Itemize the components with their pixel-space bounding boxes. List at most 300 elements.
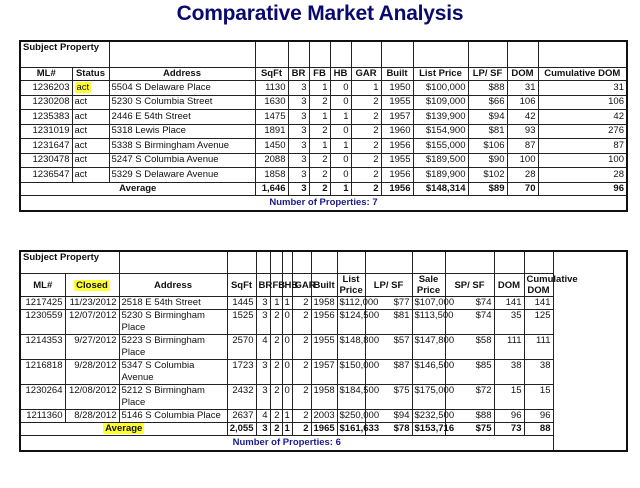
cell-fb [309,110,330,125]
cell-list-price [337,310,380,335]
cell-value: 1217425 [25,297,63,308]
cell-value: 2570 [232,335,254,346]
cell-value: 96 [539,410,551,421]
cell-sqft [255,81,288,96]
cell-value: 9/27/2012 [74,335,117,346]
empty-cell [468,41,507,68]
cell-sqft [227,360,256,385]
column-header-label: Cumulative DOM [526,274,578,296]
table-row [20,310,627,335]
cell-value: 1956 [313,310,335,321]
average-value [494,423,524,436]
cell-gar [292,410,311,423]
header-row [20,68,627,81]
cell-cumulative-dom [538,124,627,139]
cell-status [72,110,109,125]
cell-value: 3 [301,139,307,151]
cell-sqft [255,153,288,168]
empty-cell [524,251,553,274]
cell-fb [309,95,330,110]
cell-value: $250,000 [339,410,380,421]
cell-value: 1445 [232,297,254,308]
cell-value: 1130 [265,81,286,93]
column-header [256,274,273,297]
average-value-text: 2 [274,423,280,434]
cell-sqft [227,385,256,410]
cell-closed [65,297,119,310]
average-label: Average [119,182,157,194]
cell-ml [20,95,72,110]
cell-ml [20,385,65,410]
cell-value: 8/28/2012 [74,410,117,421]
cell-br [256,297,270,310]
average-row [20,423,627,436]
cell-value: 111 [536,335,551,346]
cell-hb [330,124,351,139]
cell-hb [330,168,351,183]
cell-value: 1231647 [32,139,70,151]
cell-value: $148,800 [339,335,380,346]
cell-lp-sf [468,110,507,125]
cell-fb [309,124,330,139]
column-header [20,274,65,297]
cell-cumulative-dom [524,297,553,310]
cell-value: 1230559 [25,310,63,321]
cell-address [109,81,255,96]
cell-value: act [74,168,88,180]
cell-value: 3 [262,297,268,308]
cell-sqft [255,110,288,125]
empty-cell [292,251,311,274]
column-header [381,68,413,81]
column-header [337,274,365,297]
number-of-properties: Number of Properties: 6 [20,436,553,452]
empty-cell [412,251,445,274]
table-row [20,335,627,360]
cell-value: 3 [301,96,307,108]
cell-status [72,81,109,96]
cell-value: 3 [262,310,268,321]
table-row [20,168,627,183]
cell-value: $139,900 [425,110,466,122]
cell-value: 9/28/2012 [74,360,117,371]
cell-lp-sf [468,153,507,168]
column-header-label: Address [162,68,201,79]
cell-cumulative-dom [524,360,553,385]
cell-cumulative-dom [524,335,553,360]
column-header [445,274,494,297]
cell-built [311,360,337,385]
empty-cell [227,251,256,274]
cell-fb [270,297,282,310]
cell-value: $74 [475,297,492,308]
cell-dom [494,360,524,385]
cell-value: 106 [608,96,624,108]
cell-br [256,310,270,335]
cell-value: 5247 S Columbia Avenue [111,154,219,166]
cell-value: 93 [524,125,536,137]
column-header [65,274,119,297]
column-header [270,274,286,297]
cell-value: 42 [613,110,624,122]
cell-fb [270,385,282,410]
cell-value: 0 [284,360,290,371]
cell-value: 28 [613,168,624,180]
cell-value: 11/23/2012 [69,297,117,308]
cell-value: 2 [373,168,379,180]
average-label-cell [20,182,255,195]
cell-value: $102 [483,168,505,180]
cell-value: 5146 S Columbia Place [121,410,221,421]
cell-value: $74 [475,310,492,321]
average-value [256,423,270,436]
cell-value: 2 [322,125,328,137]
cell-value: 106 [519,96,536,108]
cell-value: 2 [274,310,280,321]
cell-value: 3 [262,385,268,396]
cell-value: $88 [475,410,492,421]
cell-value: 87 [524,139,536,151]
cell-value: 1525 [232,310,254,321]
cell-status [72,95,109,110]
cell-built [311,297,337,310]
cell-value: 1230208 [32,96,70,108]
cell-value: 2 [373,96,379,108]
column-header [494,274,524,297]
cell-fb [309,153,330,168]
cell-value: act [74,96,88,108]
cell-lp-sf [468,124,507,139]
empty-cell [445,251,494,274]
cell-list-price [337,410,380,423]
cell-value: 5223 S Birmingham Place [121,335,205,358]
cell-value: 1236203 [32,81,70,93]
column-header-label: DOM [497,279,521,291]
cell-fb [309,81,330,96]
cell-value: 1955 [313,335,335,346]
average-value-text: $78 [393,423,410,434]
table-row [20,124,627,139]
cell-built [381,153,413,168]
column-header-label: GAR [294,279,316,291]
cell-value: 2 [303,360,309,371]
column-header-label: Address [153,279,192,291]
cell-hb [282,335,292,360]
cell-value: $77 [393,297,410,308]
cell-address [119,410,227,423]
cell-value: $154,900 [425,125,466,137]
cell-value: 5338 S Birmingham Avenue [111,139,230,151]
cell-value: 1 [373,81,379,93]
column-header-label: DOM [511,68,534,79]
cell-built [381,124,413,139]
average-value [538,182,627,195]
cell-value: 15 [539,385,551,396]
column-header [292,274,316,297]
cell-br [288,110,309,125]
cell-fb [270,360,282,385]
cell-value: $112,000 [339,297,379,308]
column-header-label: FB [313,68,326,79]
column-header-label: List Price [339,274,363,296]
cell-value: 5504 S Delaware Place [111,81,211,93]
average-row [20,182,627,195]
cell-cumulative-dom [538,81,627,96]
cell-value: 141 [534,297,551,308]
cell-sqft [255,139,288,154]
column-header [311,274,337,297]
column-header-label: HB [284,279,299,291]
column-header [288,68,309,81]
cell-status [72,168,109,183]
cell-value: 0 [284,385,290,396]
cell-ml [20,410,65,423]
cell-value: 12/07/2012 [68,310,117,321]
cell-ml [20,168,72,183]
cell-lp-sf [468,168,507,183]
cell-dom [494,385,524,410]
average-label-cell [20,423,227,436]
cell-value: 2446 E 54th Street [111,110,191,122]
cell-value: 31 [613,81,624,93]
page-title: Comparative Market Analysis [176,2,464,25]
cell-sale-price [412,335,455,360]
cell-value: 0 [343,81,349,93]
cell-sqft [227,297,256,310]
cell-value: 1955 [389,154,411,166]
cell-address [119,310,227,335]
cell-value: 0 [343,96,349,108]
cell-ml [20,139,72,154]
cell-value: 5347 S Columbia Avenue [121,360,195,383]
table-row [20,139,627,154]
average-value [330,182,351,195]
column-header-label: Closed [76,279,108,291]
column-header-label: Built [313,279,335,291]
cell-hb [330,153,351,168]
column-header [412,274,445,297]
cell-value: 2 [322,168,328,180]
average-value-text: 3 [301,182,307,194]
column-header-label: Status [75,68,106,79]
cell-value: 5230 S Columbia Street [111,96,213,108]
cell-value: $66 [488,96,505,108]
column-header [365,274,412,297]
cell-value: 12/08/2012 [68,385,117,396]
cell-gar [351,81,381,96]
cell-hb [330,95,351,110]
cell-value: 4 [262,410,268,421]
cell-fb [270,310,282,335]
cell-value: $189,500 [425,154,466,166]
column-header [507,68,538,81]
average-value-text: 70 [524,182,536,194]
column-header-label: BR [258,279,273,291]
average-value-text: 2 [322,182,328,194]
cell-sale-price [412,297,455,310]
average-value-text: $153,716 [414,423,455,434]
average-value-text: 2,055 [229,423,254,434]
cell-address [109,153,255,168]
cell-value: 0 [343,168,349,180]
cell-value: 1630 [264,96,286,108]
cell-value: act [74,125,88,137]
column-header [72,68,109,81]
cell-br [256,335,270,360]
column-header-label: SP/ SF [454,279,485,291]
cell-value: 1 [284,297,290,308]
cell-ml [20,310,65,335]
cell-list-price [337,335,380,360]
cell-cumulative-dom [538,110,627,125]
cell-value: 2 [274,335,280,346]
cell-status [72,139,109,154]
cell-value: act [76,81,90,93]
cell-hb [282,310,292,335]
cell-sale-price [412,310,454,335]
table-row [20,81,627,96]
average-value-text: 3 [262,423,268,434]
cell-br [288,95,309,110]
cell-value: 1 [322,139,328,151]
cell-built [311,410,337,423]
cell-lp-sf [468,95,507,110]
column-header [524,274,578,297]
cell-value: 1956 [389,168,411,180]
cell-value: 1 [322,81,328,93]
cell-gar [351,95,381,110]
cell-value: $81 [488,125,505,137]
cell-hb [330,81,351,96]
table-row [20,385,627,410]
empty-cell [255,41,288,68]
cell-fb [270,410,282,423]
number-of-properties: Number of Properties: 7 [20,195,627,211]
cell-value: 2 [274,385,280,396]
cell-status [72,153,109,168]
cell-value: 1723 [232,360,254,371]
cell-br [288,81,309,96]
closed-sales-table [19,250,628,452]
cell-gar [292,297,311,310]
cell-br [288,139,309,154]
cell-hb [282,385,292,410]
cell-address [119,297,227,310]
cell-closed [65,310,119,335]
column-header [119,274,227,297]
cell-value: 28 [524,168,536,180]
empty-cell [494,251,524,274]
cell-cumulative-dom [538,168,627,183]
cell-address [119,360,227,385]
cell-list-price [413,95,468,110]
cell-value: 5318 Lewis Place [111,125,186,137]
column-header [309,68,330,81]
average-value [311,423,337,436]
column-header-label: List Price [419,68,462,79]
cell-value: 4 [262,335,268,346]
cell-value: $72 [475,385,492,396]
cell-value: 2 [303,310,309,321]
cell-value: $155,000 [425,139,466,151]
cell-value: 2088 [264,154,286,166]
cell-value: 2432 [232,385,254,396]
empty-cell [109,41,255,68]
cell-value: $109,000 [425,96,466,108]
cell-value: 42 [524,110,536,122]
column-header [227,274,256,297]
cell-closed [65,385,119,410]
column-header-label: FB [272,279,286,291]
average-value-text: 2 [303,423,309,434]
cell-address [109,110,255,125]
cell-value: 100 [608,154,624,166]
empty-cell [288,41,309,68]
cell-sale-price [412,385,455,410]
cell-value: 5230 S Birmingham Place [121,310,205,333]
cell-value: $87 [393,360,410,371]
cell-value: 3 [301,154,307,166]
cell-value: 1958 [313,385,335,396]
cell-value: 1950 [389,81,411,93]
column-header [538,68,627,81]
cell-fb [309,168,330,183]
cell-value: $184,500 [339,385,380,396]
cell-value: 3 [262,360,268,371]
active-listings-table [19,40,628,212]
average-value [309,182,330,195]
cell-br [288,168,309,183]
cell-gar [351,124,381,139]
subject-property-label [20,41,109,68]
empty-cell [119,251,227,274]
cell-status [72,124,109,139]
cell-value: $88 [488,81,505,93]
average-value-text: $148,314 [425,182,466,194]
cell-value: 1 [343,110,349,122]
column-header-label: LP/ SF [373,279,404,291]
cell-ml [20,335,65,360]
cell-br [256,410,270,423]
cell-list-price [413,110,468,125]
table-row [20,360,627,385]
empty-cell [330,41,351,68]
empty-cell [365,251,412,274]
column-header [109,68,255,81]
cell-value: $75 [393,385,410,396]
column-header-label: Built [386,68,408,79]
cell-ml [20,297,65,310]
cell-value: $90 [488,154,505,166]
cell-value: 1957 [313,360,335,371]
cell-value: 2518 E 54th Street [121,297,201,308]
table-row [20,110,627,125]
cell-value: 1 [284,410,290,421]
cell-value: 1230264 [25,385,63,396]
cell-value: 2 [303,385,309,396]
cell-br [288,124,309,139]
cell-list-price [337,360,380,385]
cell-value: 3 [301,168,307,180]
cell-dom [494,410,524,423]
cell-cumulative-dom [538,95,627,110]
cell-cumulative-dom [524,385,553,410]
cell-value: 276 [608,125,624,137]
cell-value: 87 [613,139,624,151]
cell-ml [20,110,72,125]
cell-hb [330,139,351,154]
column-header-label: ML# [36,68,56,79]
